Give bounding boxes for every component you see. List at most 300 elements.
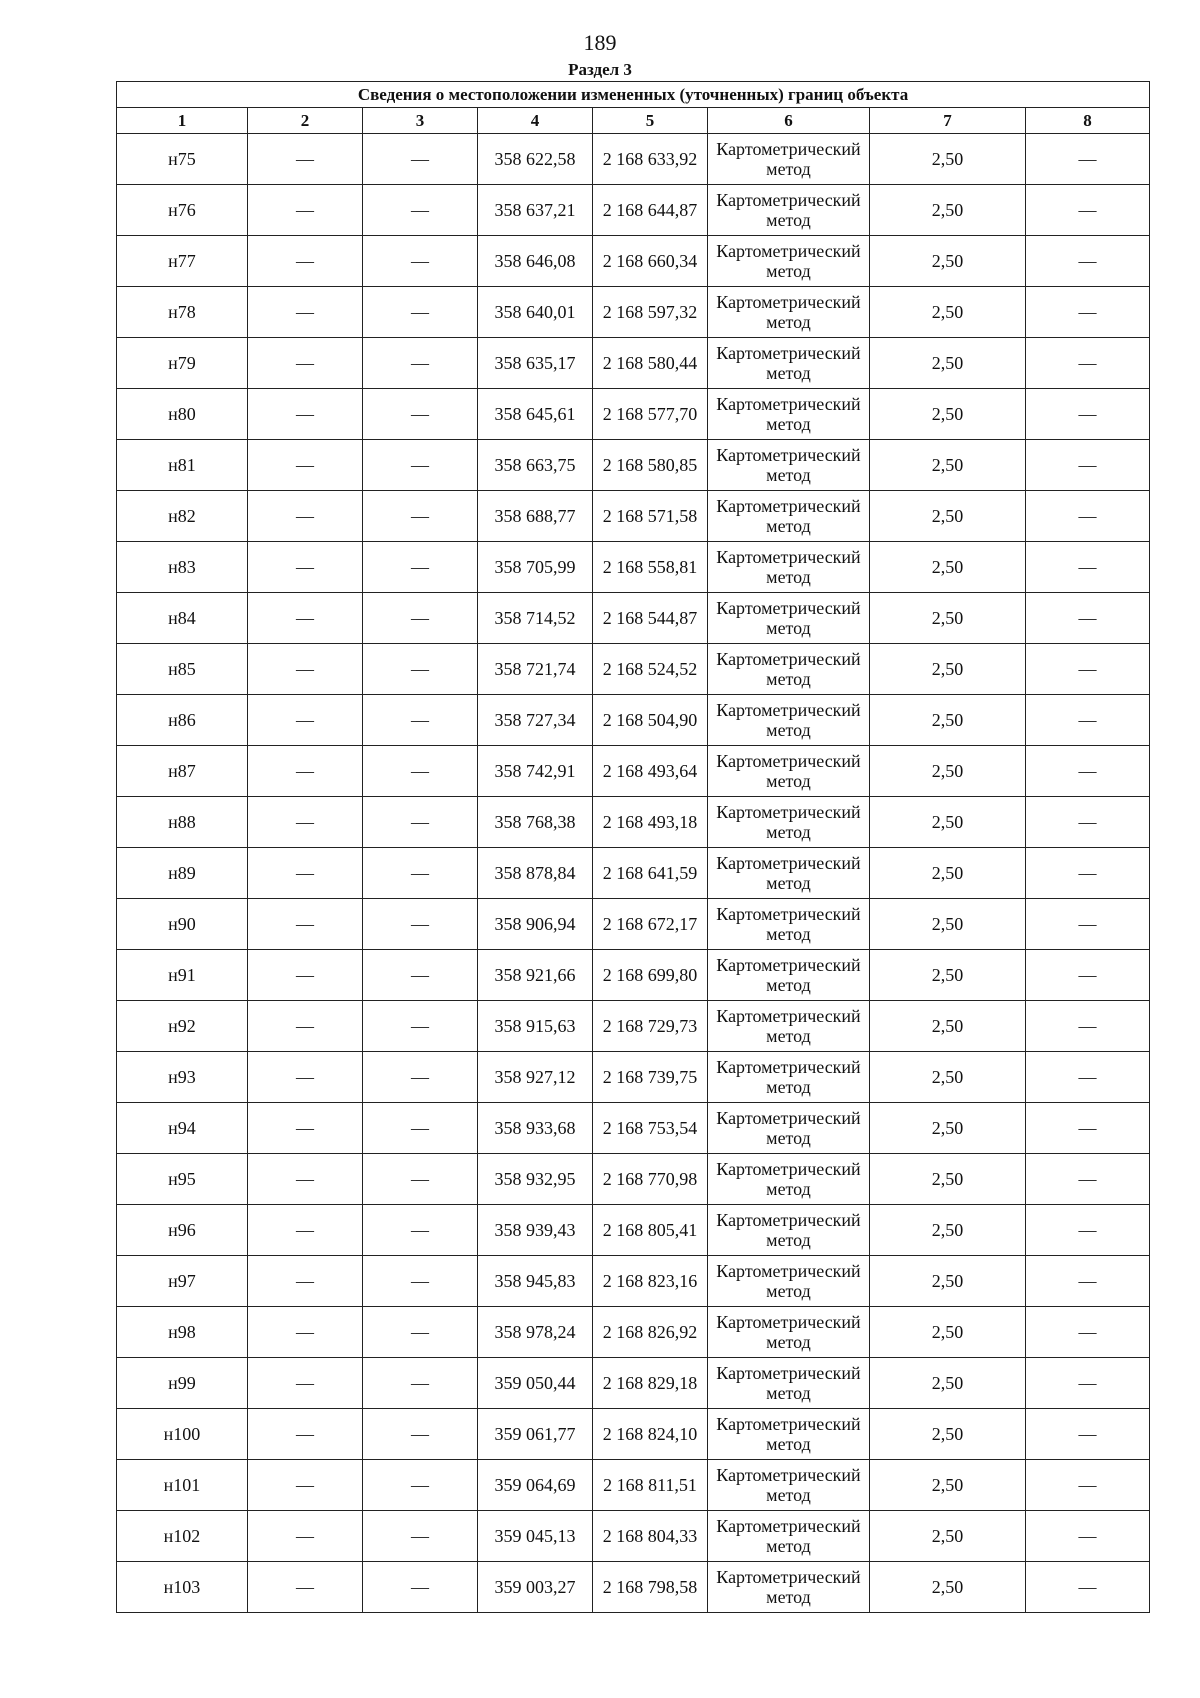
accuracy-cell: 2,50 — [870, 440, 1026, 491]
column-8-cell: — — [1026, 1511, 1150, 1562]
point-number-cell: н93 — [117, 1052, 248, 1103]
method-text: Картометрический метод — [716, 190, 861, 230]
table-row — [117, 1562, 1150, 1613]
column-3-cell: — — [363, 185, 478, 236]
column-3-cell: — — [363, 848, 478, 899]
table-row — [117, 1052, 1150, 1103]
accuracy-cell: 2,50 — [870, 1256, 1026, 1307]
column-number-3: 3 — [363, 108, 478, 134]
accuracy-cell: 2,50 — [870, 1052, 1026, 1103]
method-cell — [708, 287, 870, 338]
method-cell — [708, 950, 870, 1001]
column-8-cell: — — [1026, 1052, 1150, 1103]
point-number-cell: н97 — [117, 1256, 248, 1307]
x-coordinate-cell: 358 663,75 — [478, 440, 593, 491]
x-coordinate-cell: 358 921,66 — [478, 950, 593, 1001]
column-3-cell: — — [363, 338, 478, 389]
column-3-cell: — — [363, 644, 478, 695]
table-row — [117, 1103, 1150, 1154]
table-row — [117, 338, 1150, 389]
column-2-cell: — — [248, 287, 363, 338]
accuracy-cell: 2,50 — [870, 695, 1026, 746]
column-number-2: 2 — [248, 108, 363, 134]
method-cell — [708, 236, 870, 287]
point-number-cell: н83 — [117, 542, 248, 593]
y-coordinate-cell: 2 168 805,41 — [593, 1205, 708, 1256]
column-2-cell: — — [248, 848, 363, 899]
column-8-cell: — — [1026, 542, 1150, 593]
column-8-cell: — — [1026, 1562, 1150, 1613]
column-2-cell: — — [248, 593, 363, 644]
method-text: Картометрический метод — [716, 1363, 861, 1403]
x-coordinate-cell: 358 768,38 — [478, 797, 593, 848]
method-text: Картометрический метод — [716, 1516, 861, 1556]
point-number-cell: н78 — [117, 287, 248, 338]
method-text: Картометрический метод — [716, 241, 861, 281]
y-coordinate-cell: 2 168 558,81 — [593, 542, 708, 593]
method-text: Картометрический метод — [716, 445, 861, 485]
method-text: Картометрический метод — [716, 1567, 861, 1607]
method-cell — [708, 1307, 870, 1358]
column-3-cell: — — [363, 389, 478, 440]
y-coordinate-cell: 2 168 729,73 — [593, 1001, 708, 1052]
column-2-cell: — — [248, 1001, 363, 1052]
method-text: Картометрический метод — [716, 1312, 861, 1352]
point-number-cell: н102 — [117, 1511, 248, 1562]
table-row — [117, 746, 1150, 797]
table-row — [117, 1460, 1150, 1511]
point-number-cell: н82 — [117, 491, 248, 542]
column-8-cell: — — [1026, 1205, 1150, 1256]
column-8-cell: — — [1026, 1358, 1150, 1409]
x-coordinate-cell: 358 705,99 — [478, 542, 593, 593]
table-row — [117, 185, 1150, 236]
column-8-cell: — — [1026, 440, 1150, 491]
method-cell — [708, 1256, 870, 1307]
accuracy-cell: 2,50 — [870, 1154, 1026, 1205]
y-coordinate-cell: 2 168 753,54 — [593, 1103, 708, 1154]
method-text: Картометрический метод — [716, 1108, 861, 1148]
method-text: Картометрический метод — [716, 394, 861, 434]
point-number-cell: н76 — [117, 185, 248, 236]
y-coordinate-cell: 2 168 504,90 — [593, 695, 708, 746]
column-2-cell: — — [248, 389, 363, 440]
accuracy-cell: 2,50 — [870, 797, 1026, 848]
x-coordinate-cell: 358 933,68 — [478, 1103, 593, 1154]
table-row — [117, 1001, 1150, 1052]
table-row — [117, 1307, 1150, 1358]
accuracy-cell: 2,50 — [870, 389, 1026, 440]
y-coordinate-cell: 2 168 770,98 — [593, 1154, 708, 1205]
method-cell — [708, 542, 870, 593]
column-3-cell: — — [363, 593, 478, 644]
x-coordinate-cell: 358 640,01 — [478, 287, 593, 338]
column-8-cell: — — [1026, 950, 1150, 1001]
y-coordinate-cell: 2 168 824,10 — [593, 1409, 708, 1460]
accuracy-cell: 2,50 — [870, 1562, 1026, 1613]
column-8-cell: — — [1026, 1256, 1150, 1307]
point-number-cell: н96 — [117, 1205, 248, 1256]
y-coordinate-cell: 2 168 826,92 — [593, 1307, 708, 1358]
y-coordinate-cell: 2 168 644,87 — [593, 185, 708, 236]
method-cell — [708, 1409, 870, 1460]
column-3-cell: — — [363, 1511, 478, 1562]
column-3-cell: — — [363, 1001, 478, 1052]
accuracy-cell: 2,50 — [870, 1205, 1026, 1256]
column-2-cell: — — [248, 797, 363, 848]
accuracy-cell: 2,50 — [870, 542, 1026, 593]
method-cell — [708, 1154, 870, 1205]
y-coordinate-cell: 2 168 544,87 — [593, 593, 708, 644]
method-cell — [708, 1103, 870, 1154]
column-2-cell: — — [248, 899, 363, 950]
x-coordinate-cell: 358 646,08 — [478, 236, 593, 287]
table-row — [117, 134, 1150, 185]
method-text: Картометрический метод — [716, 904, 861, 944]
y-coordinate-cell: 2 168 660,34 — [593, 236, 708, 287]
column-3-cell: — — [363, 1307, 478, 1358]
column-2-cell: — — [248, 1256, 363, 1307]
column-2-cell: — — [248, 1205, 363, 1256]
column-8-cell: — — [1026, 1460, 1150, 1511]
accuracy-cell: 2,50 — [870, 644, 1026, 695]
method-text: Картометрический метод — [716, 139, 861, 179]
column-8-cell: — — [1026, 899, 1150, 950]
column-2-cell: — — [248, 1154, 363, 1205]
y-coordinate-cell: 2 168 524,52 — [593, 644, 708, 695]
column-3-cell: — — [363, 1205, 478, 1256]
column-8-cell: — — [1026, 185, 1150, 236]
method-text: Картометрический метод — [716, 1210, 861, 1250]
column-3-cell: — — [363, 1052, 478, 1103]
point-number-cell: н81 — [117, 440, 248, 491]
y-coordinate-cell: 2 168 597,32 — [593, 287, 708, 338]
x-coordinate-cell: 358 978,24 — [478, 1307, 593, 1358]
accuracy-cell: 2,50 — [870, 1511, 1026, 1562]
column-3-cell: — — [363, 797, 478, 848]
column-2-cell: — — [248, 695, 363, 746]
method-text: Картометрический метод — [716, 700, 861, 740]
method-cell — [708, 1460, 870, 1511]
table-row — [117, 899, 1150, 950]
accuracy-cell: 2,50 — [870, 746, 1026, 797]
table-caption: Сведения о местоположении измененных (уточненных) границ объекта — [117, 82, 1150, 108]
accuracy-cell: 2,50 — [870, 1358, 1026, 1409]
accuracy-cell: 2,50 — [870, 1307, 1026, 1358]
column-2-cell: — — [248, 1052, 363, 1103]
x-coordinate-cell: 358 939,43 — [478, 1205, 593, 1256]
column-3-cell: — — [363, 542, 478, 593]
column-number-1: 1 — [117, 108, 248, 134]
column-2-cell: — — [248, 1307, 363, 1358]
column-number-5: 5 — [593, 108, 708, 134]
method-text: Картометрический метод — [716, 292, 861, 332]
table-row — [117, 440, 1150, 491]
method-cell — [708, 1001, 870, 1052]
accuracy-cell: 2,50 — [870, 1409, 1026, 1460]
x-coordinate-cell: 358 915,63 — [478, 1001, 593, 1052]
point-number-cell: н103 — [117, 1562, 248, 1613]
accuracy-cell: 2,50 — [870, 899, 1026, 950]
y-coordinate-cell: 2 168 577,70 — [593, 389, 708, 440]
method-cell — [708, 1511, 870, 1562]
point-number-cell: н92 — [117, 1001, 248, 1052]
table-row — [117, 644, 1150, 695]
accuracy-cell: 2,50 — [870, 1103, 1026, 1154]
column-8-cell: — — [1026, 1307, 1150, 1358]
column-numbers-row — [117, 108, 1150, 134]
column-3-cell: — — [363, 1460, 478, 1511]
point-number-cell: н87 — [117, 746, 248, 797]
method-text: Картометрический метод — [716, 751, 861, 791]
y-coordinate-cell: 2 168 493,18 — [593, 797, 708, 848]
column-number-4: 4 — [478, 108, 593, 134]
point-number-cell: н98 — [117, 1307, 248, 1358]
accuracy-cell: 2,50 — [870, 593, 1026, 644]
x-coordinate-cell: 358 688,77 — [478, 491, 593, 542]
column-3-cell: — — [363, 1256, 478, 1307]
x-coordinate-cell: 358 945,83 — [478, 1256, 593, 1307]
column-3-cell: — — [363, 287, 478, 338]
table-row — [117, 797, 1150, 848]
accuracy-cell: 2,50 — [870, 1001, 1026, 1052]
x-coordinate-cell: 358 932,95 — [478, 1154, 593, 1205]
x-coordinate-cell: 358 878,84 — [478, 848, 593, 899]
column-8-cell: — — [1026, 338, 1150, 389]
column-2-cell: — — [248, 1511, 363, 1562]
table-row — [117, 950, 1150, 1001]
column-2-cell: — — [248, 746, 363, 797]
column-3-cell: — — [363, 950, 478, 1001]
column-3-cell: — — [363, 491, 478, 542]
column-2-cell: — — [248, 542, 363, 593]
method-text: Картометрический метод — [716, 955, 861, 995]
y-coordinate-cell: 2 168 580,85 — [593, 440, 708, 491]
method-cell — [708, 440, 870, 491]
point-number-cell: н99 — [117, 1358, 248, 1409]
table-row — [117, 695, 1150, 746]
x-coordinate-cell: 358 927,12 — [478, 1052, 593, 1103]
boundary-coordinates-table — [116, 81, 1150, 1613]
method-text: Картометрический метод — [716, 649, 861, 689]
method-text: Картометрический метод — [716, 1057, 861, 1097]
column-3-cell: — — [363, 1409, 478, 1460]
column-2-cell: — — [248, 1562, 363, 1613]
column-8-cell: — — [1026, 134, 1150, 185]
method-cell — [708, 185, 870, 236]
method-cell — [708, 338, 870, 389]
y-coordinate-cell: 2 168 823,16 — [593, 1256, 708, 1307]
column-2-cell: — — [248, 644, 363, 695]
x-coordinate-cell: 358 635,17 — [478, 338, 593, 389]
accuracy-cell: 2,50 — [870, 134, 1026, 185]
method-text: Картометрический метод — [716, 853, 861, 893]
column-2-cell: — — [248, 1358, 363, 1409]
method-cell — [708, 797, 870, 848]
method-cell — [708, 644, 870, 695]
method-text: Картометрический метод — [716, 1465, 861, 1505]
accuracy-cell: 2,50 — [870, 287, 1026, 338]
column-3-cell: — — [363, 1154, 478, 1205]
method-text: Картометрический метод — [716, 598, 861, 638]
column-3-cell: — — [363, 440, 478, 491]
column-number-8: 8 — [1026, 108, 1150, 134]
column-2-cell: — — [248, 1460, 363, 1511]
column-3-cell: — — [363, 746, 478, 797]
method-text: Картометрический метод — [716, 496, 861, 536]
column-8-cell: — — [1026, 491, 1150, 542]
column-2-cell: — — [248, 338, 363, 389]
method-text: Картометрический метод — [716, 343, 861, 383]
section-title: Раздел 3 — [568, 60, 632, 79]
method-cell — [708, 899, 870, 950]
x-coordinate-cell: 358 637,21 — [478, 185, 593, 236]
accuracy-cell: 2,50 — [870, 848, 1026, 899]
column-8-cell: — — [1026, 644, 1150, 695]
x-coordinate-cell: 359 045,13 — [478, 1511, 593, 1562]
table-row — [117, 389, 1150, 440]
column-8-cell: — — [1026, 593, 1150, 644]
column-8-cell: — — [1026, 1409, 1150, 1460]
method-cell — [708, 746, 870, 797]
column-2-cell: — — [248, 134, 363, 185]
point-number-cell: н75 — [117, 134, 248, 185]
column-3-cell: — — [363, 1358, 478, 1409]
method-cell — [708, 593, 870, 644]
method-text: Картометрический метод — [716, 802, 861, 842]
column-2-cell: — — [248, 440, 363, 491]
column-8-cell: — — [1026, 389, 1150, 440]
y-coordinate-cell: 2 168 699,80 — [593, 950, 708, 1001]
column-2-cell: — — [248, 491, 363, 542]
column-8-cell: — — [1026, 287, 1150, 338]
accuracy-cell: 2,50 — [870, 338, 1026, 389]
x-coordinate-cell: 358 906,94 — [478, 899, 593, 950]
point-number-cell: н89 — [117, 848, 248, 899]
point-number-cell: н90 — [117, 899, 248, 950]
point-number-cell: н86 — [117, 695, 248, 746]
page-number: 189 — [583, 30, 617, 55]
table-caption-row — [117, 82, 1150, 108]
table-row — [117, 1358, 1150, 1409]
method-cell — [708, 1205, 870, 1256]
accuracy-cell: 2,50 — [870, 950, 1026, 1001]
column-8-cell: — — [1026, 695, 1150, 746]
x-coordinate-cell: 358 622,58 — [478, 134, 593, 185]
accuracy-cell: 2,50 — [870, 1460, 1026, 1511]
column-8-cell: — — [1026, 236, 1150, 287]
method-cell — [708, 389, 870, 440]
table-row — [117, 542, 1150, 593]
point-number-cell: н79 — [117, 338, 248, 389]
table-body — [117, 134, 1150, 1613]
method-text: Картометрический метод — [716, 1159, 861, 1199]
table-row — [117, 1409, 1150, 1460]
y-coordinate-cell: 2 168 493,64 — [593, 746, 708, 797]
column-8-cell: — — [1026, 746, 1150, 797]
method-cell — [708, 848, 870, 899]
column-3-cell: — — [363, 236, 478, 287]
method-cell — [708, 1562, 870, 1613]
y-coordinate-cell: 2 168 672,17 — [593, 899, 708, 950]
column-2-cell: — — [248, 950, 363, 1001]
point-number-cell: н85 — [117, 644, 248, 695]
method-cell — [708, 491, 870, 542]
x-coordinate-cell: 359 050,44 — [478, 1358, 593, 1409]
method-text: Картометрический метод — [716, 1414, 861, 1454]
table-row — [117, 491, 1150, 542]
column-8-cell: — — [1026, 848, 1150, 899]
x-coordinate-cell: 359 003,27 — [478, 1562, 593, 1613]
column-2-cell: — — [248, 1103, 363, 1154]
table-row — [117, 236, 1150, 287]
accuracy-cell: 2,50 — [870, 236, 1026, 287]
table-row — [117, 848, 1150, 899]
point-number-cell: н84 — [117, 593, 248, 644]
column-3-cell: — — [363, 1562, 478, 1613]
x-coordinate-cell: 358 727,34 — [478, 695, 593, 746]
table-row — [117, 1205, 1150, 1256]
column-3-cell: — — [363, 899, 478, 950]
column-8-cell: — — [1026, 1103, 1150, 1154]
x-coordinate-cell: 359 064,69 — [478, 1460, 593, 1511]
column-8-cell: — — [1026, 1154, 1150, 1205]
method-text: Картометрический метод — [716, 1261, 861, 1301]
column-number-7: 7 — [870, 108, 1026, 134]
y-coordinate-cell: 2 168 641,59 — [593, 848, 708, 899]
table-row — [117, 1154, 1150, 1205]
method-text: Картометрический метод — [716, 547, 861, 587]
point-number-cell: н88 — [117, 797, 248, 848]
x-coordinate-cell: 359 061,77 — [478, 1409, 593, 1460]
table-row — [117, 287, 1150, 338]
column-8-cell: — — [1026, 1001, 1150, 1052]
point-number-cell: н95 — [117, 1154, 248, 1205]
y-coordinate-cell: 2 168 811,51 — [593, 1460, 708, 1511]
column-2-cell: — — [248, 185, 363, 236]
point-number-cell: н91 — [117, 950, 248, 1001]
table-row — [117, 1511, 1150, 1562]
column-3-cell: — — [363, 134, 478, 185]
y-coordinate-cell: 2 168 580,44 — [593, 338, 708, 389]
method-cell — [708, 695, 870, 746]
method-cell — [708, 1358, 870, 1409]
y-coordinate-cell: 2 168 829,18 — [593, 1358, 708, 1409]
y-coordinate-cell: 2 168 739,75 — [593, 1052, 708, 1103]
y-coordinate-cell: 2 168 571,58 — [593, 491, 708, 542]
column-3-cell: — — [363, 695, 478, 746]
point-number-cell: н100 — [117, 1409, 248, 1460]
x-coordinate-cell: 358 714,52 — [478, 593, 593, 644]
x-coordinate-cell: 358 742,91 — [478, 746, 593, 797]
table-row — [117, 593, 1150, 644]
method-cell — [708, 1052, 870, 1103]
y-coordinate-cell: 2 168 798,58 — [593, 1562, 708, 1613]
column-2-cell: — — [248, 236, 363, 287]
method-cell — [708, 134, 870, 185]
column-number-6: 6 — [708, 108, 870, 134]
method-text: Картометрический метод — [716, 1006, 861, 1046]
column-3-cell: — — [363, 1103, 478, 1154]
accuracy-cell: 2,50 — [870, 185, 1026, 236]
y-coordinate-cell: 2 168 633,92 — [593, 134, 708, 185]
point-number-cell: н94 — [117, 1103, 248, 1154]
accuracy-cell: 2,50 — [870, 491, 1026, 542]
point-number-cell: н77 — [117, 236, 248, 287]
point-number-cell: н101 — [117, 1460, 248, 1511]
x-coordinate-cell: 358 721,74 — [478, 644, 593, 695]
point-number-cell: н80 — [117, 389, 248, 440]
